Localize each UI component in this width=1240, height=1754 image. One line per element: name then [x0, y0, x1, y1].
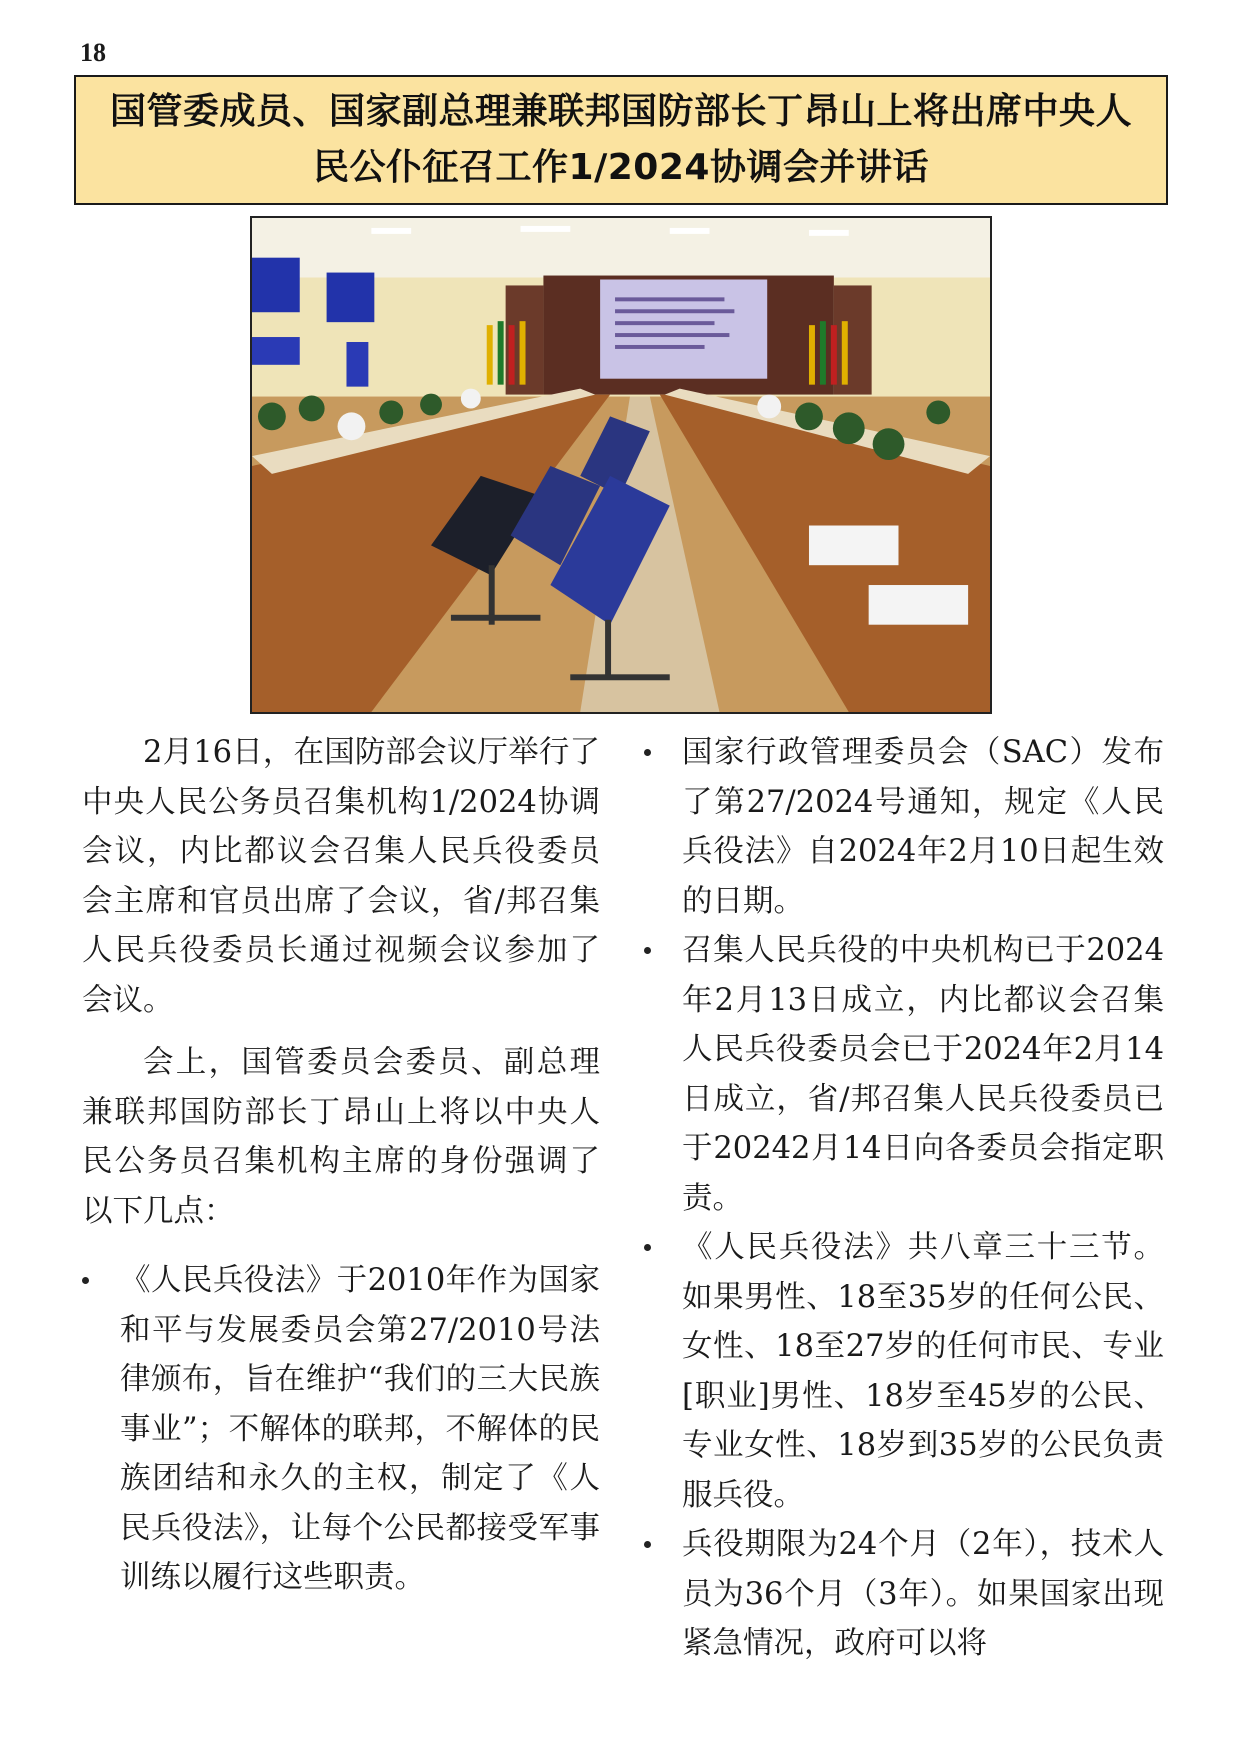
headline-line-1: 国管委成员、国家副总理兼联邦国防部长丁昂山上将出席中央人	[109, 91, 1132, 132]
headline-line-2: 民公仆征召工作1/2024协调会并讲话	[313, 147, 929, 188]
bullet-dot-icon	[644, 1541, 651, 1548]
bullet-dot-icon	[644, 749, 651, 756]
bullet-text: 《人民兵役法》于2010年作为国家和平与发展委员会第27/2010号法律颁布，旨在维护“我们的三大民族事业”；不解体的联邦，不解体的民族团结和永久的主权，制定了《人民兵役法》，让每个公民都接受军事训练以履行这些职责。	[120, 1263, 600, 1595]
headline-box	[74, 75, 1168, 205]
paragraph-meeting-held: 2月16日，在国防部会议厅举行了中央人民公务员召集机构1/2024协调会议，内比都议会召集人民兵役委员会主席和官员出席了会议，省/邦召集人民兵役委员长通过视频会议参加了会议。	[82, 735, 600, 1018]
right-bullet-list	[644, 728, 1164, 1669]
bullet-text: 《人民兵役法》共八章三十三节。如果男性、18至35岁的任何公民、女性、18至27岁的任何市民、专业[职业]男性、18岁至45岁的公民、专业女性、18岁到35岁的公民负责服兵役。	[682, 1230, 1164, 1513]
bullet-dot-icon	[82, 1277, 89, 1284]
bullet-text: 国家行政管理委员会（SAC）发布了第27/2024号通知，规定《人民兵役法》自2024年2月10日起生效的日期。	[682, 735, 1164, 919]
right-column	[644, 728, 1164, 1669]
meeting-hall-illustration	[252, 218, 990, 712]
left-column	[82, 728, 600, 1603]
left-bullet-list	[82, 1256, 600, 1603]
bullet-dot-icon	[644, 1244, 651, 1251]
paragraph-emphasized-points: 会上，国管委员会委员、副总理兼联邦国防部长丁昂山上将以中央人民公务员召集机构主席的身份强调了以下几点：	[82, 1045, 600, 1229]
bullet-text: 召集人民兵役的中央机构已于2024年2月13日成立，内比都议会召集人民兵役委员会已于2024年2月14日成立，省/邦召集人民兵役委员已于20242月14日向各委员会指定职责。	[682, 933, 1164, 1216]
list-item	[82, 1256, 600, 1603]
list-item	[644, 1223, 1164, 1520]
bullet-dot-icon	[644, 947, 651, 954]
page-number: 18	[80, 38, 106, 67]
list-item	[644, 728, 1164, 926]
meeting-photo	[250, 216, 992, 714]
bullet-text: 兵役期限为24个月（2年），技术人员为36个月（3年）。如果国家出现紧急情况，政府可以将	[682, 1527, 1164, 1661]
list-item	[644, 1520, 1164, 1669]
list-item	[644, 926, 1164, 1223]
